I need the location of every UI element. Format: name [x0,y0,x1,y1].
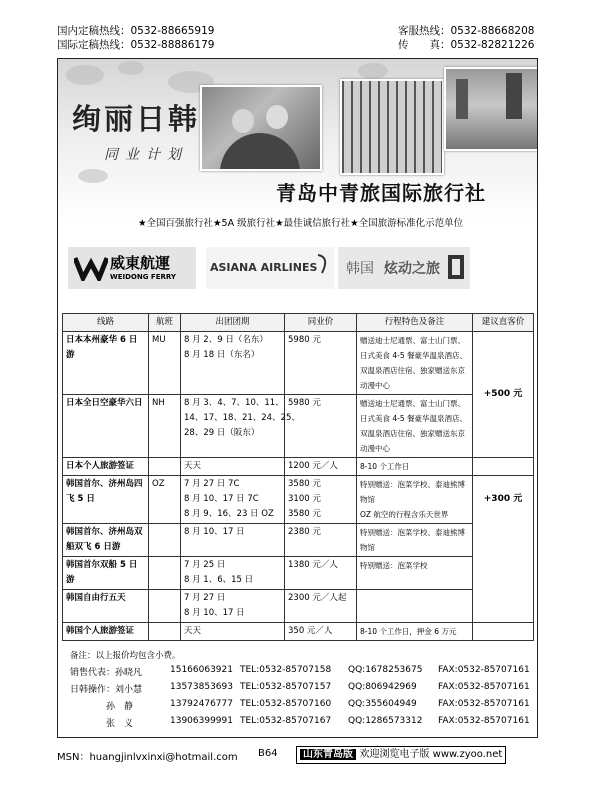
col-features: 行程特色及备注 [357,314,473,332]
domestic-hotline: 国内定稿热线：0532-88665919 [57,25,215,37]
date-line: 7 月 27 日 [184,593,226,603]
weidong-cn: 威東航運 [110,254,171,272]
retail-price-empty [473,458,534,476]
contact-mobile: 13906399991 [170,716,233,726]
flight-cell: NH [149,395,181,458]
date-line: 8 月 2、9 日（名东） [184,335,268,345]
col-dates: 出团团期 [181,314,285,332]
features-cell [357,524,473,557]
features-cell: 特别赠送：泡菜学校 [357,557,473,590]
table-row [63,623,534,641]
date-line: 8 月 9、16、23 日 OZ [184,509,274,519]
flight-cell [149,524,181,557]
col-route: 线路 [63,314,149,332]
feature-line: 物馆 [360,495,375,504]
table-row [63,590,534,623]
price-line: 3580 元 [288,479,321,489]
contact-fax: FAX:0532-85707161 [438,716,530,726]
contact-role: 销售代表：孙晓凡 [70,668,143,678]
fax-line: 传 真：0532-82821226 [398,39,535,51]
flight-cell [149,590,181,623]
korea-tourism-logo [338,247,470,289]
contact-tel: TEL:0532-85707167 [240,716,332,726]
table-row [63,557,534,590]
footer-tagline: 欢迎浏览电子版 www.zyoo.net [359,749,503,760]
feature-line: OZ 航空的行程含乐天世界 [360,510,449,519]
contact-fax: FAX:0532-85707161 [438,665,530,675]
advert-frame [57,58,538,738]
table-row [63,332,534,395]
face-right [266,105,288,129]
building [456,79,468,119]
feature-line: 双温泉酒店住宿、独家赠送东京 [360,366,465,375]
contact-tel: TEL:0532-85707157 [240,682,332,692]
features-cell [357,476,473,524]
route-cell: 韩国首尔、济州岛双船双飞 6 日游 [63,524,149,557]
features-cell [357,332,473,395]
contact-fax: FAX:0532-85707161 [438,682,530,692]
dates-cell [181,476,285,524]
date-line: 8 月 10、17 日 [184,608,245,618]
price-note: 备注：以上报价均包含小费。 [70,651,181,661]
flight-cell: MU [149,332,181,395]
footer-msn: MSN：huangjinlvxinxi@hotmail.com [57,752,238,763]
price-line: 3100 元 [288,494,321,504]
contact-row [70,665,536,682]
retail-price-japan: +500 元 [473,332,534,458]
flight-cell [149,557,181,590]
feature-line: 日式美食 4-5 餐豪华温泉酒店、 [360,414,468,423]
flight-cell: OZ [149,476,181,524]
korea-mark-icon [448,255,464,279]
feature-line: 物馆 [360,543,375,552]
partner-logos [68,247,528,291]
contact-mobile: 13792476777 [170,699,233,709]
col-flight: 航班 [149,314,181,332]
contact-role: 日韩操作：刘小慧 [70,685,143,695]
features-cell [357,395,473,458]
date-line: 28、29 日（阪东） [184,428,260,438]
price-cell: 1380 元／人 [285,557,357,590]
banner [58,59,537,294]
route-cell: 韩国个人旅游签证 [63,623,149,641]
agency-slogan: ★全国百强旅行社★5A 级旅行社★最佳诚信旅行社★全国旅游标准化示范单位 [138,218,464,229]
date-line: 8 月 10、17 日 7C [184,494,259,504]
contact-mobile: 15166063921 [170,665,233,675]
price-line: 3580 元 [288,509,321,519]
table-row [63,395,534,458]
petal-decoration [66,65,104,85]
col-retail-price: 建议直客价 [473,314,534,332]
footer-brand: 山东青岛版 [300,749,356,760]
petal-decoration [358,63,388,79]
date-line: 7 月 27 日 7C [184,479,240,489]
route-cell: 韩国首尔双船 5 日游 [63,557,149,590]
table-header-row [63,314,534,332]
features-cell: 8-10 个工作日，押金 6 万元 [357,623,473,641]
flight-cell [149,623,181,641]
feature-line: 双温泉酒店住宿、独家赠送东京 [360,429,465,438]
contact-qq: QQ:806942969 [348,682,417,692]
contact-role: 孙 静 [70,702,134,712]
service-hotline: 客服热线：0532-88668208 [398,25,535,37]
price-cell: 350 元／人 [285,623,357,641]
price-cell: 1200 元／人 [285,458,357,476]
contact-row [70,682,536,699]
dates-cell [181,395,300,458]
retail-price-empty [473,623,534,641]
route-cell: 日本全日空豪华六日 [63,395,149,458]
feature-line: 动漫中心 [360,444,390,453]
petal-decoration [78,169,108,183]
date-line: 14、17、18、21、24、25、 [184,413,300,423]
features-cell [357,590,473,623]
dates-cell [181,332,285,395]
col-trade-price: 同业价 [285,314,357,332]
price-cell: 5980 元 [285,332,357,395]
price-cell: 2380 元 [285,524,357,557]
asiana-logo [206,247,334,289]
contact-role: 张 义 [70,719,134,729]
price-cell: 2300 元／人起 [285,590,357,623]
route-cell: 韩国自由行五天 [63,590,149,623]
tour-price-table [62,313,534,641]
building [506,73,522,119]
korea-text: 韩国 [346,261,374,277]
contact-row [70,716,536,733]
contact-qq: QQ:1678253675 [348,665,423,675]
asiana-wing-icon [316,253,332,275]
city-photo [444,67,538,151]
route-cell: 韩国首尔、济州岛四飞 5 日 [63,476,149,524]
dates-cell [181,590,285,623]
feature-line: 特别赠送：泡菜学校、泰迪熊博 [360,480,465,489]
feature-line: 日式美食 4-5 餐豪华温泉酒店、 [360,351,468,360]
contact-tel: TEL:0532-85707158 [240,665,332,675]
contact-tel: TEL:0532-85707160 [240,699,332,709]
table-row [63,458,534,476]
contact-mobile: 13573853693 [170,682,233,692]
table-row [63,524,534,557]
feature-line: 动漫中心 [360,381,390,390]
footer-banner [296,746,506,764]
weidong-ferry-logo [68,247,196,289]
feature-line: 特别赠送：泡菜学校、泰迪熊博 [360,528,465,537]
contact-qq: QQ:355604949 [348,699,417,709]
brand-title: 绚丽日韩 [72,102,201,136]
dates-cell: 天天 [181,458,285,476]
brand-subtitle: 同业计划 [104,147,188,163]
price-cell [285,476,357,524]
forest-photo [340,79,444,175]
date-line: 8 月 3、4、7、10、11、 [184,398,284,408]
international-hotline: 国际定稿热线：0532-88886179 [57,39,215,51]
date-line: 8 月 18 日（东名） [184,350,260,360]
contact-list [70,665,536,733]
weidong-en: WEIDONG FERRY [110,273,176,281]
route-cell: 日本本州豪华 6 日游 [63,332,149,395]
dates-cell: 天天 [181,623,285,641]
petal-decoration [118,61,144,75]
dates-cell: 8 月 10、17 日 [181,524,285,557]
feature-line: 赠送迪士尼通票、富士山门票、 [360,399,465,408]
korea-slogan: 炫动之旅 [384,261,440,277]
weidong-wave-icon [74,255,108,281]
features-cell: 8-10 个工作日 [357,458,473,476]
asiana-text: ASIANA AIRLINES [210,261,318,274]
retail-price-korea: +300 元 [473,476,534,623]
bodies [220,133,300,171]
date-line: 8 月 1、6、15 日 [184,575,254,585]
feature-line: 赠送迪士尼通票、富士山门票、 [360,336,465,345]
agency-name: 青岛中青旅国际旅行社 [276,181,486,205]
footer-page-number: B64 [258,748,278,759]
tourists-photo [200,85,322,171]
flight-cell [149,458,181,476]
price-cell: 5980 元 [285,395,357,458]
face-left [232,109,254,133]
contact-fax: FAX:0532-85707161 [438,699,530,709]
table-row [63,476,534,524]
route-cell: 日本个人旅游签证 [63,458,149,476]
dates-cell [181,557,285,590]
contact-qq: QQ:1286573312 [348,716,423,726]
contact-row [70,699,536,716]
date-line: 7 月 25 日 [184,560,226,570]
